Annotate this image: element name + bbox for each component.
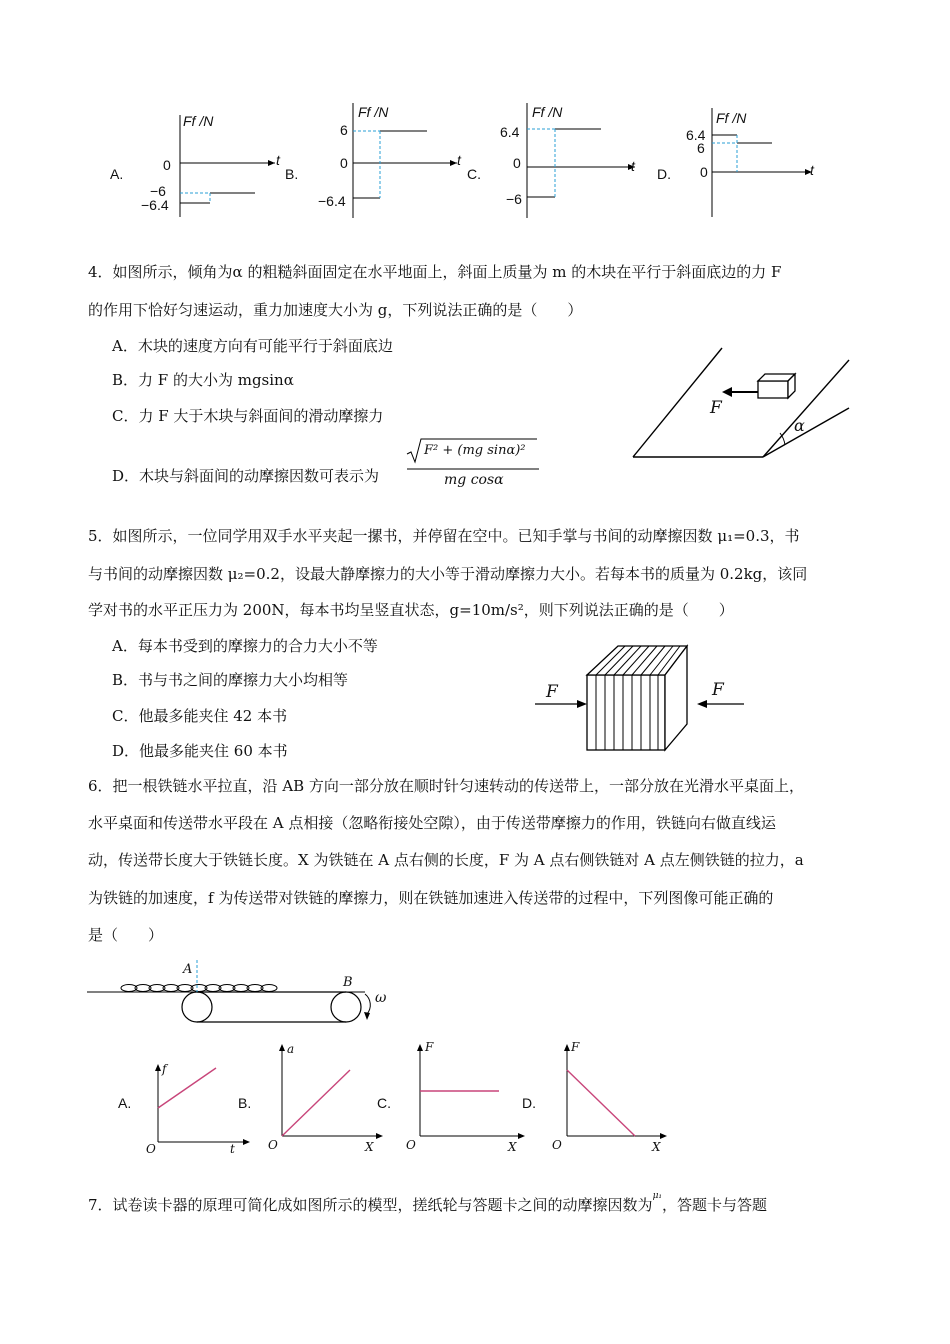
- q7-mu-symbol: μ₁: [652, 1191, 663, 1201]
- graph-c-zero: 0: [513, 155, 521, 171]
- q5-stem-line-1: 5．如图所示，一位同学用双手水平夹起一摞书，并停留在空中。已知手掌与书间的动摩擦因数 μ₁=0.3，书: [88, 527, 800, 545]
- graph-d-v2: 6: [697, 140, 705, 156]
- q6-conveyor-figure: [85, 958, 405, 1028]
- q4-stem-line-2: 的作用下恰好匀速运动，重力加速度大小为 g，下列说法正确的是（ ）: [88, 301, 583, 319]
- q6-stem-line-3: 动，传送带长度大于铁链长度。X 为铁链在 A 点右侧的长度，F 为 A 点右侧铁链对 A 点左侧铁链的拉力，a: [88, 851, 804, 869]
- q5-option-a: A．每本书受到的摩擦力的合力大小不等: [112, 637, 378, 655]
- graph-c-ylabel: Ff /N: [532, 104, 563, 120]
- q6-graph-c-xlabel: X: [508, 1140, 517, 1154]
- q4-option-a: A．木块的速度方向有可能平行于斜面底边: [112, 337, 393, 355]
- graph-d-t: t: [810, 162, 814, 178]
- graph-d-zero: 0: [700, 164, 708, 180]
- graph-c-v1: 6.4: [500, 124, 520, 140]
- q7-stem-text: 7．试卷读卡器的原理可简化成如图所示的模型，搓纸轮与答题卡之间的动摩擦因数为: [88, 1196, 653, 1214]
- graph-d: [690, 102, 820, 220]
- q6-graph-b-letter: B.: [238, 1095, 252, 1111]
- q6-graph-c-letter: C.: [377, 1095, 391, 1111]
- q6-stem-line-5: 是（ ）: [88, 926, 164, 944]
- q6-stem-line-1: 6．把一根铁链水平拉直，沿 AB 方向一部分放在顺时针匀速转动的传送带上，一部分放在光滑水平桌面上，: [88, 777, 804, 795]
- graph-a-v2: −6.4: [141, 197, 169, 213]
- option-a-letter: A.: [110, 166, 124, 182]
- q4-stem-line-1: 4．如图所示，倾角为α 的粗糙斜面固定在水平地面上，斜面上质量为 m 的木块在平行于斜面底边的力 F: [88, 263, 782, 281]
- q6-stem-line-2: 水平桌面和传送带水平段在 A 点相接（忽略衔接处空隙），由于传送带摩擦力的作用，铁链向右做直线运: [88, 814, 776, 832]
- q6-fig-point-a: A: [183, 962, 193, 977]
- graph-d-v1: 6.4: [686, 127, 706, 143]
- q6-graph-d: [560, 1042, 670, 1142]
- q6-graph-a-xlabel: t: [230, 1142, 235, 1156]
- q6-graph-b-origin: O: [268, 1138, 278, 1152]
- q6-graph-d-ylabel: F: [571, 1040, 580, 1054]
- q5-fig-force-right: F: [712, 680, 724, 700]
- q6-graph-c-ylabel: F: [425, 1040, 434, 1054]
- graph-d-ylabel: Ff /N: [716, 110, 747, 126]
- option-d-letter: D.: [657, 166, 671, 182]
- q6-fig-omega: ω: [375, 990, 387, 1006]
- q4-option-b: B．力 F 的大小为 mgsinα: [112, 371, 294, 389]
- q4-option-d: D．木块与斜面间的动摩擦因数可表示为: [112, 467, 380, 485]
- q4-option-c: C．力 F 大于木块与斜面间的滑动摩擦力: [112, 407, 384, 425]
- graph-a-v1: −6: [150, 183, 166, 199]
- graph-c-v2: −6: [506, 191, 522, 207]
- q6-graph-c: [413, 1042, 528, 1142]
- option-b-letter: B.: [285, 166, 299, 182]
- q5-fig-force-left: F: [546, 682, 558, 702]
- option-c-letter: C.: [467, 166, 481, 182]
- q6-graph-a-ylabel: f: [162, 1062, 167, 1076]
- graph-b-v2: −6.4: [318, 193, 346, 209]
- graph-b-v1: 6: [340, 122, 348, 138]
- graph-c-t: t: [631, 158, 635, 174]
- graph-b-zero: 0: [340, 155, 348, 171]
- graph-a-t: t: [276, 152, 280, 168]
- q4-fig-angle-label: α: [794, 416, 805, 435]
- q6-graph-a-origin: O: [146, 1142, 156, 1156]
- q6-graph-a-letter: A.: [118, 1095, 132, 1111]
- q6-graph-c-origin: O: [406, 1138, 416, 1152]
- q5-option-c: C．他最多能夹住 42 本书: [112, 707, 288, 725]
- q6-graph-b: [275, 1042, 385, 1142]
- q6-graph-d-xlabel: X: [652, 1140, 661, 1154]
- q6-graph-d-origin: O: [552, 1138, 562, 1152]
- graph-a-ylabel: Ff /N: [183, 113, 214, 129]
- q4-formula-numerator: F² + (mg sinα)²: [424, 443, 526, 458]
- q4-fig-force-label: F: [710, 398, 722, 418]
- q4-formula-denominator: mg cosα: [444, 472, 504, 488]
- graph-b-t: t: [457, 152, 461, 168]
- q4-incline-figure: [625, 340, 855, 465]
- graph-a-zero: 0: [163, 157, 171, 173]
- q6-graph-b-xlabel: X: [365, 1140, 374, 1154]
- q5-option-b: B．书与书之间的摩擦力大小均相等: [112, 671, 349, 689]
- q6-graph-d-letter: D.: [522, 1095, 536, 1111]
- q6-stem-line-4: 为铁链的加速度，f 为传送带对铁链的摩擦力，则在铁链加速进入传送带的过程中，下列图像可能正确的: [88, 889, 774, 907]
- q5-stem-line-3: 学对书的水平正压力为 200N，每本书均呈竖直状态，g=10m/s²，则下列说法正确的是（ ）: [88, 601, 734, 619]
- q5-option-d: D．他最多能夹住 60 本书: [112, 742, 288, 760]
- q6-fig-point-b: B: [343, 975, 353, 990]
- q5-stem-line-2: 与书间的动摩擦因数 μ₂=0.2，设最大静摩擦力的大小等于滑动摩擦力大小。若每本书的质量为 0.2kg，该同: [88, 565, 808, 583]
- q7-stem-line-1: [88, 1192, 767, 1215]
- q6-graph-b-ylabel: a: [287, 1042, 295, 1056]
- graph-b-ylabel: Ff /N: [358, 104, 389, 120]
- q7-stem-end: ，答题卡与答题: [662, 1196, 768, 1214]
